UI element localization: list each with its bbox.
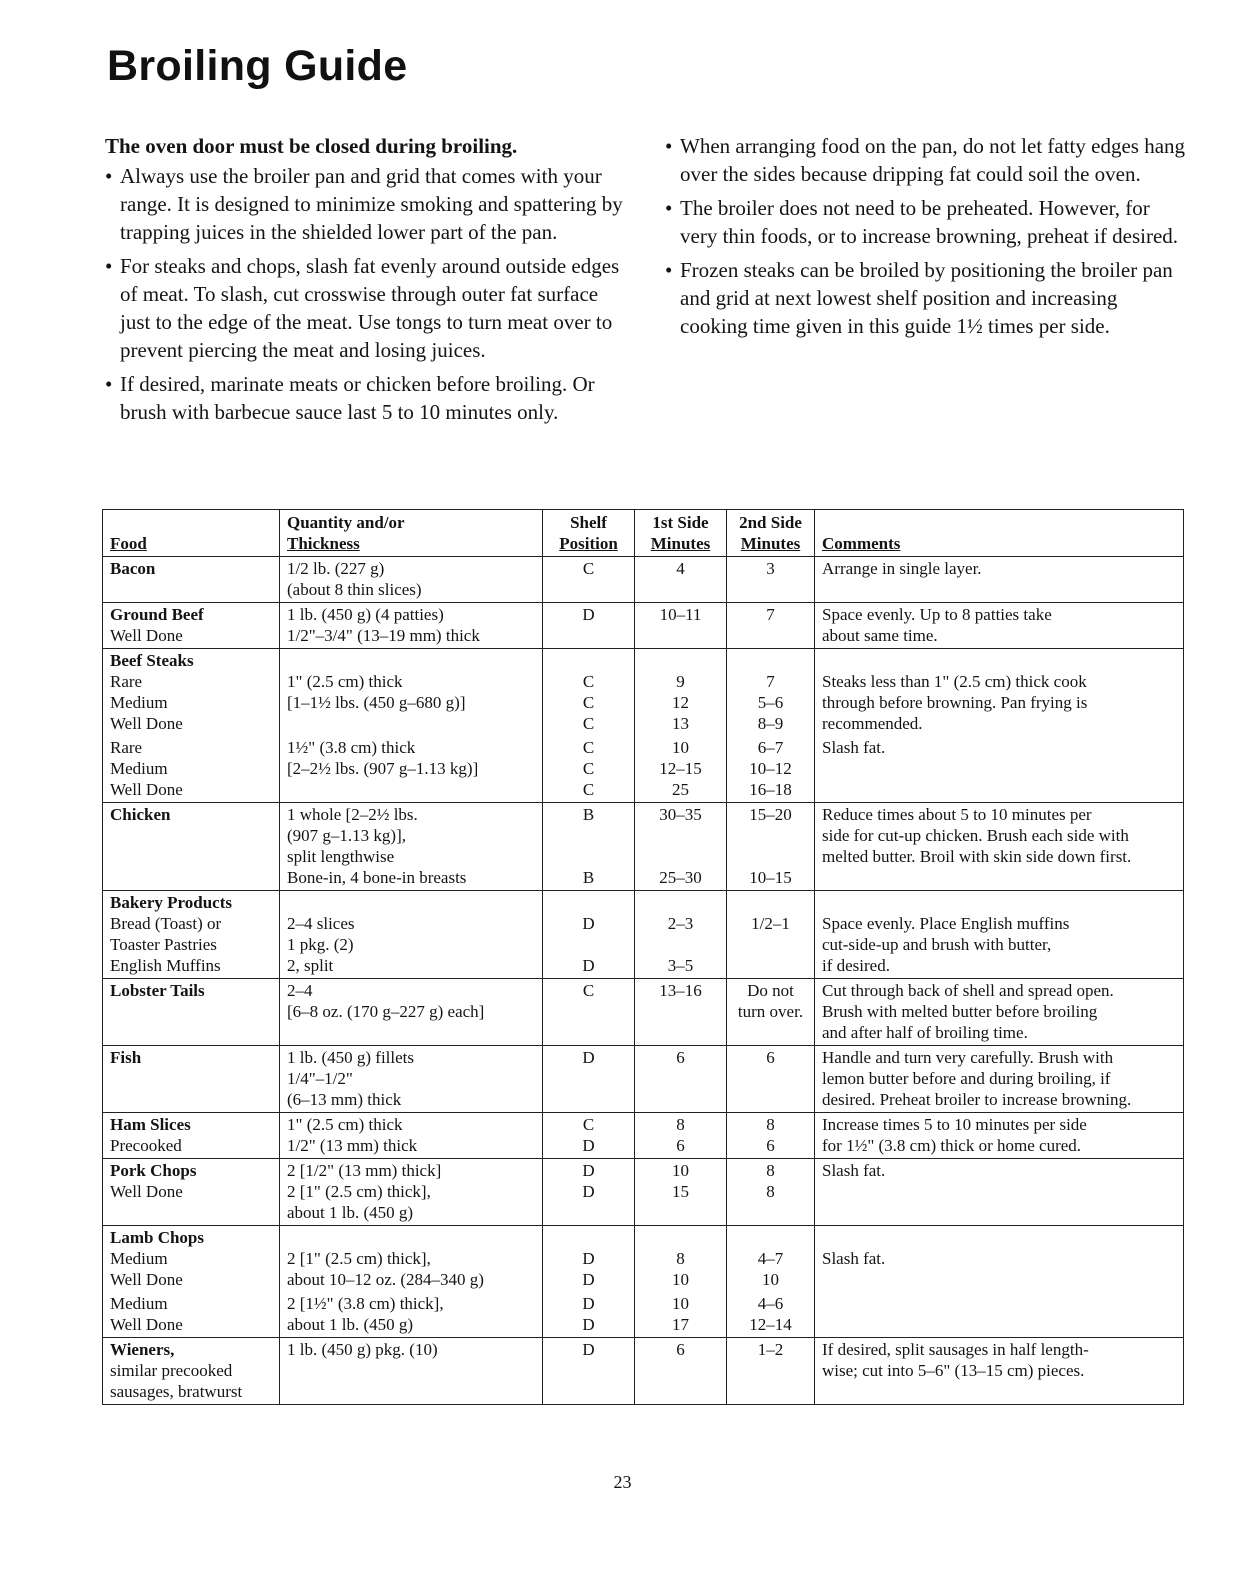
second-side-cell: 4–7 10 [727, 1226, 815, 1293]
second-side-cell: 1/2–1 [727, 891, 815, 979]
first-side-cell: 10–11 [635, 603, 727, 649]
second-side-cell: 8 8 [727, 1159, 815, 1226]
header-food: Food [103, 510, 280, 557]
comments-cell: Reduce times about 5 to 10 minutes per side for cut-up chicken. Brush each side with melted butter. Broil with skin side down first. [815, 803, 1184, 891]
header-shelf: Shelf Position [543, 510, 635, 557]
food-subtype: Medium Well Done [110, 1249, 183, 1289]
quantity-cell: 1" (2.5 cm) thick 1/2" (13 mm) thick [280, 1113, 543, 1159]
comments-cell: Slash fat. [815, 1159, 1184, 1226]
food-cell [103, 891, 280, 979]
intro-left-column [105, 132, 625, 432]
comments-cell: Steaks less than 1" (2.5 cm) thick cook through before browning. Pan frying is recommended. [815, 649, 1184, 737]
table-row [103, 1046, 1184, 1113]
quantity-cell: 1" (2.5 cm) thick [1–1½ lbs. (450 g–680 g)] [280, 649, 543, 737]
shelf-cell: D D [543, 1226, 635, 1293]
food-name: Beef Steaks [110, 651, 194, 670]
shelf-cell: C [543, 979, 635, 1046]
quantity-cell: 1½" (3.8 cm) thick [2–2½ lbs. (907 g–1.13 kg)] [280, 736, 543, 803]
shelf-cell: D [543, 1046, 635, 1113]
food-cell [103, 1292, 280, 1338]
shelf-cell: C [543, 557, 635, 603]
quantity-cell: 1 whole [2–2½ lbs. (907 g–1.13 kg)], split lengthwise Bone-in, 4 bone-in breasts [280, 803, 543, 891]
second-side-cell: 7 [727, 603, 815, 649]
second-side-cell: 6–7 10–12 16–18 [727, 736, 815, 803]
broiling-guide-table [102, 509, 1184, 1405]
second-side-cell: 8 6 [727, 1113, 815, 1159]
page-title: Broiling Guide [107, 42, 408, 90]
shelf-cell: C C C [543, 736, 635, 803]
food-subtype: Rare Medium Well Done [110, 738, 183, 799]
first-side-cell: 6 [635, 1338, 727, 1405]
quantity-cell: 2 [1½" (3.8 cm) thick], about 1 lb. (450 g) [280, 1292, 543, 1338]
second-side-cell: 4–6 12–14 [727, 1292, 815, 1338]
comments-cell: Space evenly. Place English muffins cut-side-up and brush with butter, if desired. [815, 891, 1184, 979]
first-side-cell: 2–3 3–5 [635, 891, 727, 979]
quantity-cell: 1 lb. (450 g) (4 patties) 1/2"–3/4" (13–19 mm) thick [280, 603, 543, 649]
header-second-side: 2nd Side Minutes [727, 510, 815, 557]
first-side-cell: 8 6 [635, 1113, 727, 1159]
food-cell [103, 1046, 280, 1113]
bullet-item: • When arranging food on the pan, do not let fatty edges hang over the sides because dripping fat could soil the oven. [665, 132, 1185, 188]
second-side-cell: 15–20 10–15 [727, 803, 815, 891]
comments-cell: Cut through back of shell and spread open. Brush with melted butter before broiling and after half of broiling time. [815, 979, 1184, 1046]
comments-cell: Handle and turn very carefully. Brush with lemon butter before and during broiling, if desired. Preheat broiler to increase browning. [815, 1046, 1184, 1113]
quantity-cell: 1 lb. (450 g) fillets 1/4"–1/2" (6–13 mm) thick [280, 1046, 543, 1113]
bullet-item: • Always use the broiler pan and grid that comes with your range. It is designed to minimize smoking and spattering by trapping juices in the shielded lower part of the pan. [105, 162, 625, 246]
second-side-cell: 1–2 [727, 1338, 815, 1405]
food-cell [103, 603, 280, 649]
comments-cell: Arrange in single layer. [815, 557, 1184, 603]
shelf-cell: C D [543, 1113, 635, 1159]
table-row [103, 603, 1184, 649]
comments-cell: If desired, split sausages in half length- wise; cut into 5–6" (13–15 cm) pieces. [815, 1338, 1184, 1405]
table-row [103, 1113, 1184, 1159]
table-body [103, 557, 1184, 1405]
first-side-cell: 8 10 [635, 1226, 727, 1293]
table-row [103, 1159, 1184, 1226]
bullet-item: • For steaks and chops, slash fat evenly around outside edges of meat. To slash, cut crosswise through outer fat surface just to the edge of the meat. Use tongs to turn meat over to prevent piercing the meat and losing juices. [105, 252, 625, 364]
food-name: Bacon [110, 559, 156, 578]
intro-right-bullets [665, 132, 1185, 340]
first-side-cell: 30–35 25–30 [635, 803, 727, 891]
shelf-cell: D [543, 603, 635, 649]
table-row [103, 803, 1184, 891]
food-name: Chicken [110, 805, 171, 824]
first-side-cell: 6 [635, 1046, 727, 1113]
header-quantity: Quantity and/or Thickness [280, 510, 543, 557]
food-name: Ground Beef [110, 605, 204, 624]
intro-lead: The oven door must be closed during broiling. [105, 134, 518, 158]
intro-left-bullets [105, 162, 625, 426]
shelf-cell: D D [543, 1292, 635, 1338]
table-row [103, 736, 1184, 803]
bullet-item: • The broiler does not need to be preheated. However, for very thin foods, or to increase browning, preheat if desired. [665, 194, 1185, 250]
bullet-item: • If desired, marinate meats or chicken before broiling. Or brush with barbecue sauce last 5 to 10 minutes only. [105, 370, 625, 426]
table-row [103, 1338, 1184, 1405]
quantity-cell: 2 [1" (2.5 cm) thick], about 10–12 oz. (284–340 g) [280, 1226, 543, 1293]
food-name: Wieners, [110, 1340, 175, 1359]
bullet-item: • Frozen steaks can be broiled by positioning the broiler pan and grid at next lowest shelf position and increasing cooking time given in this guide 1½ times per side. [665, 256, 1185, 340]
food-subtype: Precooked [110, 1136, 182, 1155]
quantity-cell: 2 [1/2" (13 mm) thick] 2 [1" (2.5 cm) thick], about 1 lb. (450 g) [280, 1159, 543, 1226]
food-cell [103, 649, 280, 737]
comments-cell: Increase times 5 to 10 minutes per side for 1½" (3.8 cm) thick or home cured. [815, 1113, 1184, 1159]
shelf-cell: D D [543, 1159, 635, 1226]
first-side-cell: 13–16 [635, 979, 727, 1046]
second-side-cell: Do not turn over. [727, 979, 815, 1046]
food-name: Lobster Tails [110, 981, 205, 1000]
quantity-cell: 2–4 [6–8 oz. (170 g–227 g) each] [280, 979, 543, 1046]
comments-cell: Slash fat. [815, 736, 1184, 803]
comments-cell: Space evenly. Up to 8 patties take about same time. [815, 603, 1184, 649]
food-name: Lamb Chops [110, 1228, 205, 1247]
table-row [103, 891, 1184, 979]
table-row [103, 1292, 1184, 1338]
second-side-cell: 7 5–6 8–9 [727, 649, 815, 737]
food-subtype: Well Done [110, 626, 183, 645]
header-comments: Comments [815, 510, 1184, 557]
food-cell [103, 557, 280, 603]
food-cell [103, 979, 280, 1046]
table-row [103, 1226, 1184, 1293]
first-side-cell: 9 12 13 [635, 649, 727, 737]
shelf-cell: C C C [543, 649, 635, 737]
quantity-cell: 2–4 slices 1 pkg. (2) 2, split [280, 891, 543, 979]
page-number: 23 [613, 1472, 632, 1492]
table-row [103, 979, 1184, 1046]
second-side-cell: 3 [727, 557, 815, 603]
food-cell [103, 1113, 280, 1159]
food-cell [103, 1226, 280, 1293]
food-subtype: Bread (Toast) or Toaster Pastries English Muffins [110, 914, 222, 975]
food-cell [103, 1159, 280, 1226]
first-side-cell: 10 15 [635, 1159, 727, 1226]
shelf-cell: D [543, 1338, 635, 1405]
quantity-cell: 1 lb. (450 g) pkg. (10) [280, 1338, 543, 1405]
table-header-row [103, 510, 1184, 557]
intro-right-column [665, 132, 1185, 346]
food-name: Bakery Products [110, 893, 232, 912]
food-cell [103, 1338, 280, 1405]
food-subtype: similar precooked sausages, bratwurst [110, 1361, 243, 1401]
shelf-cell: D D [543, 891, 635, 979]
first-side-cell: 10 12–15 25 [635, 736, 727, 803]
table-row [103, 649, 1184, 737]
food-subtype: Well Done [110, 1182, 183, 1201]
shelf-cell: B B [543, 803, 635, 891]
header-first-side: 1st Side Minutes [635, 510, 727, 557]
food-name: Pork Chops [110, 1161, 197, 1180]
food-name: Ham Slices [110, 1115, 191, 1134]
comments-cell: Slash fat. [815, 1226, 1184, 1293]
quantity-cell: 1/2 lb. (227 g) (about 8 thin slices) [280, 557, 543, 603]
food-cell [103, 803, 280, 891]
food-cell [103, 736, 280, 803]
food-subtype: Medium Well Done [110, 1294, 183, 1334]
first-side-cell: 4 [635, 557, 727, 603]
food-subtype: Rare Medium Well Done [110, 672, 183, 733]
second-side-cell: 6 [727, 1046, 815, 1113]
table-row [103, 557, 1184, 603]
food-name: Fish [110, 1048, 142, 1067]
first-side-cell: 10 17 [635, 1292, 727, 1338]
comments-cell [815, 1292, 1184, 1338]
